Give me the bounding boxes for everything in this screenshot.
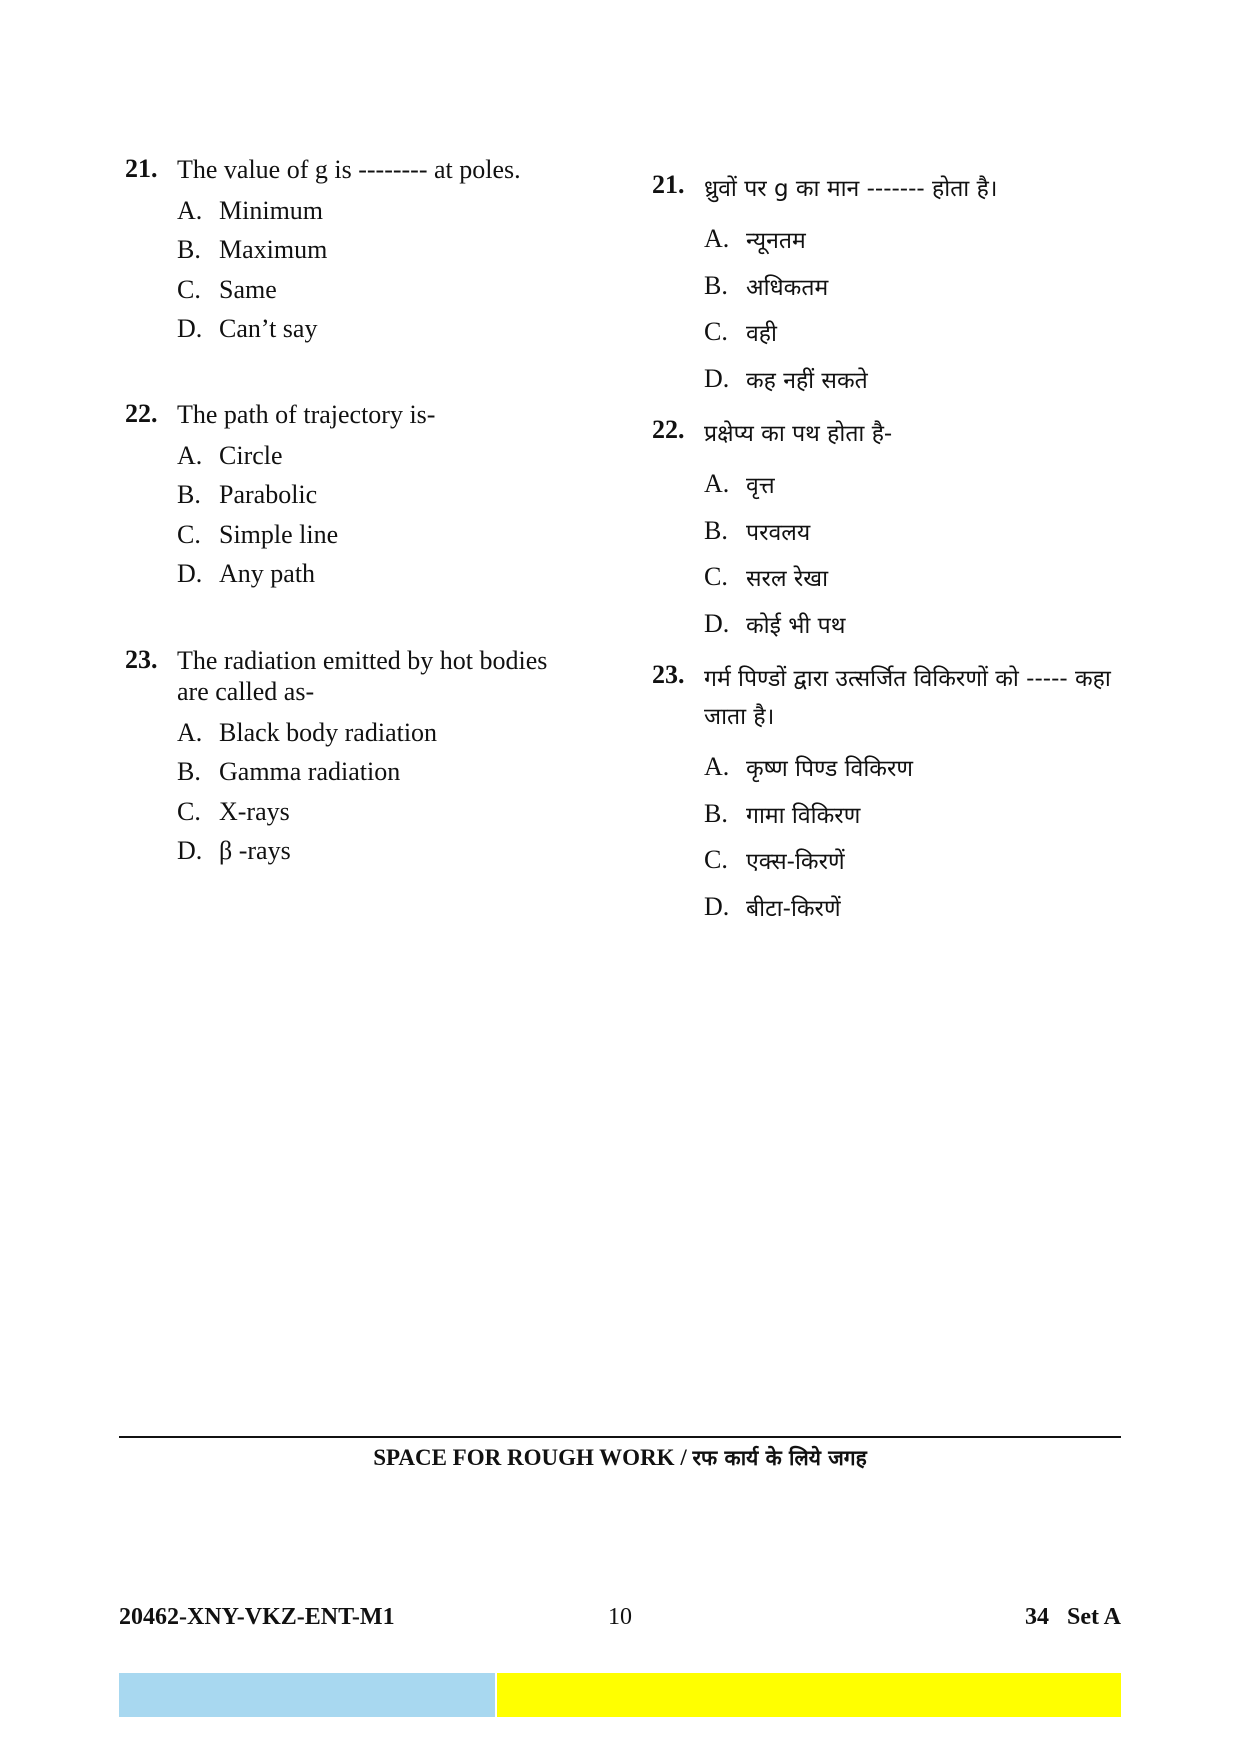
option-text: न्यूनतम: [746, 228, 806, 255]
option-letter: B.: [704, 515, 728, 545]
question-number: 21.: [652, 170, 685, 199]
question-22-en: [125, 399, 595, 594]
option-d: [704, 601, 1132, 648]
option-text: वही: [746, 321, 777, 348]
option-d: [704, 356, 1132, 403]
rough-work-label-hi: रफ कार्य के लिये जगह: [692, 1446, 867, 1470]
question-21-en: [125, 154, 595, 349]
rough-work-label: [119, 1444, 1121, 1472]
option-letter: C.: [177, 796, 201, 826]
option-letter: A.: [704, 752, 730, 782]
color-bar-blue: [119, 1673, 495, 1717]
option-text: Can’t say: [219, 314, 318, 344]
option-c: [704, 837, 1132, 884]
option-a: [177, 713, 595, 753]
question-text: गर्म पिण्डों द्वारा उत्सर्जित विकिरणों को ----- कहा जाता है।: [704, 666, 1111, 730]
option-text: परवलय: [746, 519, 811, 546]
option-b: [177, 231, 595, 271]
option-letter: A.: [177, 717, 203, 747]
option-letter: B.: [177, 757, 201, 787]
option-c: [177, 515, 595, 555]
question-21-hi: [652, 170, 1132, 402]
option-letter: A.: [704, 224, 730, 254]
option-text: वृत्त: [746, 473, 775, 500]
option-text: कोई भी पथ: [746, 612, 846, 639]
option-letter: C.: [704, 317, 728, 347]
options-list: [177, 191, 595, 349]
option-letter: D.: [704, 891, 730, 921]
options-list: [177, 713, 595, 871]
option-d: [704, 884, 1132, 931]
option-text: अधिकतम: [746, 274, 829, 301]
option-c: [704, 309, 1132, 356]
option-letter: C.: [177, 274, 201, 304]
option-text: Minimum: [219, 195, 324, 225]
option-letter: B.: [177, 480, 201, 510]
option-text: Any path: [219, 559, 316, 589]
paper-code: 20462-XNY-VKZ-ENT-M1: [119, 1604, 395, 1630]
option-c: [177, 792, 595, 832]
question-number: 22.: [652, 415, 685, 444]
question-number: 21.: [125, 154, 158, 183]
option-letter: D.: [177, 314, 203, 344]
options-list: [704, 461, 1132, 647]
option-letter: B.: [177, 235, 201, 265]
option-d: [177, 832, 595, 872]
option-a: [177, 191, 595, 231]
question-23-en: [125, 645, 595, 871]
rough-work-label-en: SPACE FOR ROUGH WORK /: [373, 1445, 693, 1470]
question-text: The value of g is -------- at poles.: [177, 155, 521, 184]
option-b: [177, 753, 595, 793]
question-number: 23.: [652, 660, 685, 689]
options-list: [704, 216, 1132, 402]
option-text: Parabolic: [219, 480, 318, 510]
option-text: गामा विकिरण: [746, 802, 861, 829]
options-list: [177, 436, 595, 594]
option-text: एक्स-किरणें: [746, 849, 845, 876]
page-number: 10: [608, 1604, 632, 1630]
option-a: [704, 744, 1132, 791]
set-label: 34 Set A: [1025, 1604, 1121, 1630]
option-text: कृष्ण पिण्ड विकिरण: [746, 756, 913, 783]
option-a: [704, 461, 1132, 508]
option-text: Simple line: [219, 519, 339, 549]
option-letter: C.: [704, 845, 728, 875]
option-text: Gamma radiation: [219, 757, 401, 787]
option-text: बीटा-किरणें: [746, 895, 841, 922]
option-letter: C.: [177, 519, 201, 549]
option-a: [704, 216, 1132, 263]
option-letter: B.: [704, 798, 728, 828]
option-c: [704, 554, 1132, 601]
page-footer: [119, 1604, 1121, 1638]
color-bar-yellow: [497, 1673, 1121, 1717]
option-letter: A.: [177, 195, 203, 225]
option-d: [177, 310, 595, 350]
option-b: [704, 263, 1132, 310]
option-letter: D.: [177, 559, 203, 589]
question-22-hi: [652, 415, 1132, 647]
question-text: ध्रुवों पर g का मान ------- होता है।: [704, 176, 998, 202]
option-letter: D.: [704, 608, 730, 638]
question-number: 22.: [125, 399, 158, 428]
option-text: कह नहीं सकते: [746, 367, 868, 394]
option-letter: C.: [704, 562, 728, 592]
option-text: β -rays: [219, 836, 291, 866]
option-letter: A.: [704, 469, 730, 499]
option-text: Circle: [219, 440, 283, 470]
question-number: 23.: [125, 645, 158, 674]
option-d: [177, 555, 595, 595]
option-text: Same: [219, 274, 277, 304]
option-text: Black body radiation: [219, 717, 438, 747]
question-text: The path of trajectory is-: [177, 400, 436, 429]
option-c: [177, 270, 595, 310]
option-b: [704, 508, 1132, 555]
option-a: [177, 436, 595, 476]
option-letter: B.: [704, 270, 728, 300]
option-letter: D.: [704, 363, 730, 393]
option-letter: D.: [177, 836, 203, 866]
option-text: Maximum: [219, 235, 328, 265]
option-text: X-rays: [219, 796, 290, 826]
question-text: प्रक्षेप्य का पथ होता है-: [704, 421, 893, 447]
question-23-hi: [652, 660, 1132, 930]
options-list: [704, 744, 1132, 930]
rough-work-divider: [119, 1436, 1121, 1438]
option-b: [704, 791, 1132, 838]
option-b: [177, 476, 595, 516]
option-letter: A.: [177, 440, 203, 470]
question-text: The radiation emitted by hot bodies are called as-: [177, 646, 548, 706]
option-text: सरल रेखा: [746, 566, 829, 593]
